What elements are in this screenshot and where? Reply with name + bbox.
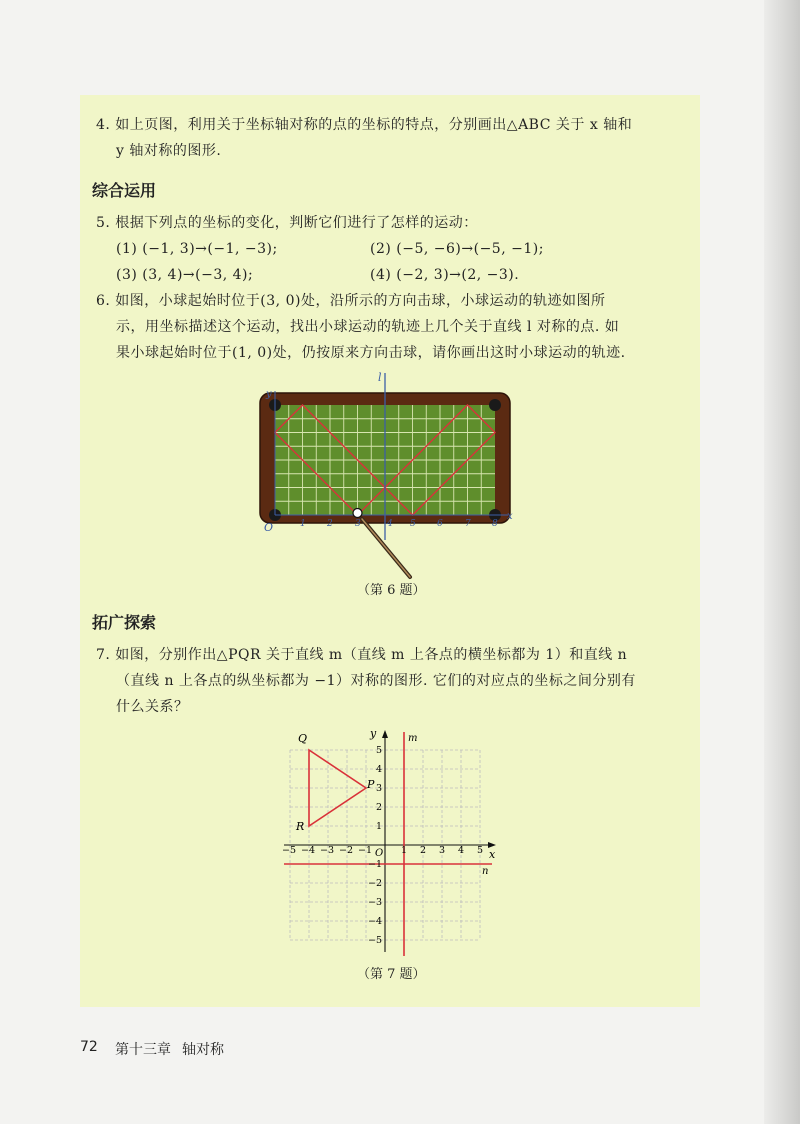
billiard-figure [250, 365, 540, 580]
y-tick-neg1: −1 [367, 859, 382, 870]
x-tick-neg2: −2 [339, 845, 354, 856]
page-number: 72 [80, 1039, 98, 1055]
x-tick-1: 1 [401, 845, 408, 856]
y-tick-neg4: −4 [367, 916, 382, 927]
x-tick-neg4: −4 [301, 845, 316, 856]
figure-7-caption: （第 7 题） [357, 967, 426, 982]
y-axis-label: y [266, 389, 272, 400]
y-tick-neg5: −5 [367, 935, 382, 946]
x-tick-7: 7 [465, 519, 471, 529]
x-tick-neg5: −5 [282, 845, 297, 856]
line-l-label: l [378, 371, 382, 384]
x-tick-6: 6 [437, 519, 443, 529]
chapter-title: 轴对称 [182, 1042, 224, 1058]
problem-5-item-2: (2) (−5, −6)→(−5, −1); [370, 241, 544, 257]
coordinate-figure [270, 722, 510, 962]
problem-5-line-1: 5. 根据下列点的坐标的变化，判断它们进行了怎样的运动： [96, 215, 478, 231]
origin-label: O [375, 848, 384, 859]
y-tick-2: 2 [375, 802, 382, 813]
problem-7-line-2: （直线 n 上各点的纵坐标都为 −1）对称的图形. 它们的对应点的坐标之间分别有 [116, 673, 636, 689]
chapter-label: 第十三章 [115, 1042, 171, 1058]
problem-5-item-1: (1) (−1, 3)→(−1, −3); [116, 241, 278, 257]
y-tick-neg3: −3 [367, 897, 382, 908]
x-tick-5: 5 [477, 845, 484, 856]
x-tick-5: 5 [410, 519, 416, 529]
y-axis-label: y [370, 727, 377, 740]
x-tick-3: 3 [439, 845, 446, 856]
vertex-q-label: Q [298, 732, 308, 745]
problem-6-line-2: 示，用坐标描述这个运动，找出小球运动的轨迹上几个关于直线 l 对称的点. 如 [116, 319, 620, 335]
problem-4-line-2: y 轴对称的图形. [116, 143, 222, 159]
section-heading-extension: 拓广探索 [92, 613, 157, 632]
problem-5-item-3: (3) (3, 4)→(−3, 4); [116, 267, 254, 283]
problem-7-line-1: 7. 如图，分别作出△PQR 关于直线 m（直线 m 上各点的横坐标都为 1）和直线 n [96, 647, 628, 663]
x-axis-label: x [489, 848, 496, 861]
origin-label: O [264, 521, 274, 534]
problem-7-line-3: 什么关系？ [116, 699, 189, 715]
problem-6-line-3: 果小球起始时位于(1, 0)处，仍按原来方向击球，请你画出这时小球运动的轨迹. [116, 345, 626, 361]
problem-4-line-1: 4. 如上页图，利用关于坐标轴对称的点的坐标的特点，分别画出△ABC 关于 x 轴和 [96, 117, 633, 133]
vertex-r-label: R [296, 820, 305, 833]
x-tick-2: 2 [420, 845, 427, 856]
x-tick-1: 1 [300, 519, 306, 529]
line-m-label: m [408, 733, 418, 744]
line-n-label: n [482, 866, 489, 877]
x-tick-4: 4 [458, 845, 465, 856]
page-edge-shadow [764, 0, 800, 1124]
problem-6-line-1: 6. 如图，小球起始时位于(3, 0)处，沿所示的方向击球，小球运动的轨迹如图所 [96, 293, 606, 309]
y-tick-neg2: −2 [367, 878, 382, 889]
x-tick-3: 3 [355, 519, 361, 529]
y-tick-4: 4 [375, 764, 382, 775]
y-tick-5: 5 [375, 745, 382, 756]
pocket-top-right [489, 399, 501, 411]
x-tick-8: 8 [492, 519, 498, 529]
x-tick-2: 2 [327, 519, 333, 529]
billiard-ball [353, 509, 362, 518]
x-tick-4: 4 [387, 519, 393, 529]
problem-5-item-4: (4) (−2, 3)→(2, −3). [370, 267, 520, 283]
figure-6-caption: （第 6 题） [357, 583, 426, 598]
y-tick-3: 3 [375, 783, 382, 794]
x-tick-neg1: −1 [358, 845, 373, 856]
x-tick-neg3: −3 [320, 845, 335, 856]
vertex-p-label: P [367, 778, 375, 791]
section-heading-comprehensive: 综合运用 [92, 181, 157, 200]
y-tick-1: 1 [375, 821, 382, 832]
x-axis-label: x [507, 511, 513, 522]
